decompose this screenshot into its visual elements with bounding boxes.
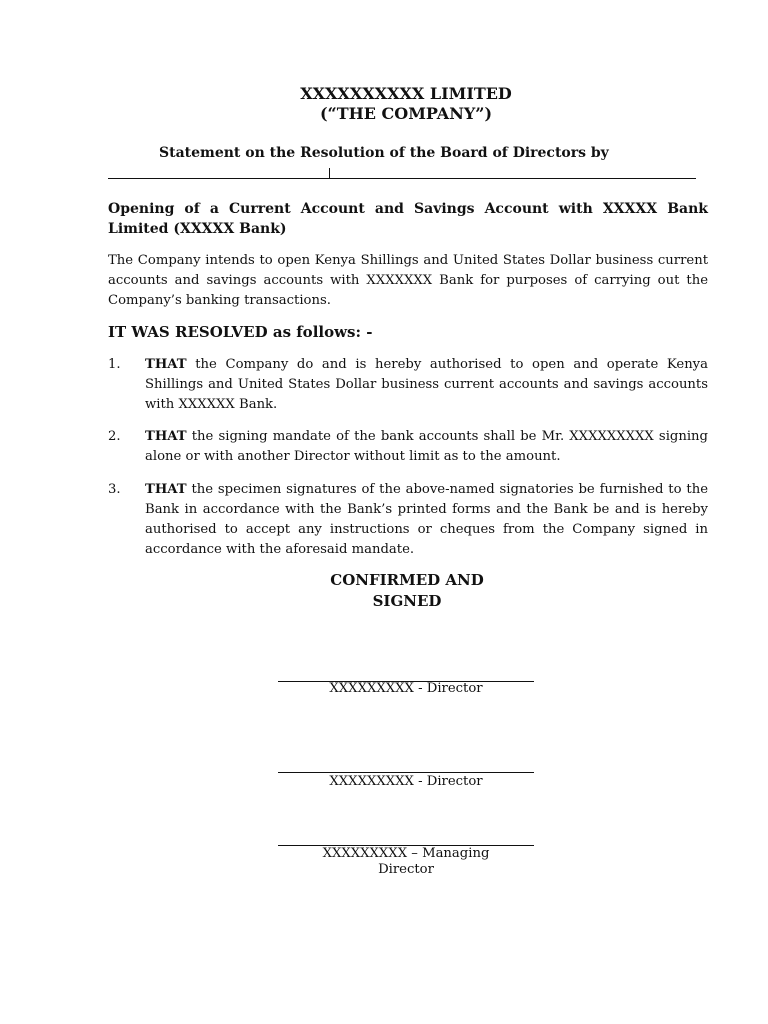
signatory-name: XXXXXXXXX - Director xyxy=(329,774,483,789)
resolution-text: the signing mandate of the bank accounts shall be Mr. XXXXXXXXX signing alone or with another Director without limit as to the amount. xyxy=(145,429,708,464)
resolution-lead: THAT xyxy=(145,482,187,497)
resolution-lead: THAT xyxy=(145,357,187,372)
signature-line xyxy=(278,772,534,773)
signatory-name: XXXXXXXXX - Director xyxy=(329,681,483,696)
resolution-number: 1. xyxy=(108,357,121,372)
resolution-item xyxy=(145,480,708,560)
confirmation-line-2: SIGNED xyxy=(372,592,442,610)
resolution-number: 2. xyxy=(108,429,121,444)
section-heading: Opening of a Current Account and Savings Account with XXXXX Bank Limited (XXXXX Bank) xyxy=(108,201,708,237)
resolution-item xyxy=(145,427,708,467)
company-alias: (“THE COMPANY”) xyxy=(319,104,493,123)
resolution-item xyxy=(145,355,708,415)
intro-paragraph: The Company intends to open Kenya Shillings and United States Dollar business current accounts and savings accounts with XXXXXXX Bank for purposes of carrying out the Company’s banking transactions. xyxy=(108,253,708,308)
resolved-heading: IT WAS RESOLVED as follows: - xyxy=(108,323,373,341)
company-name: XXXXXXXXXX LIMITED xyxy=(300,84,512,103)
fill-in-blank-line xyxy=(108,178,696,179)
signatory-name-line-1: XXXXXXXXX – Managing xyxy=(322,846,490,861)
confirmation-line-1: CONFIRMED AND xyxy=(330,571,484,589)
confirmation-heading xyxy=(280,570,534,612)
signatory-name-line-2: Director xyxy=(378,862,434,877)
statement-title: Statement on the Resolution of the Board of Directors by xyxy=(159,145,609,161)
resolution-number: 3. xyxy=(108,482,121,497)
fill-in-tick xyxy=(329,168,330,178)
resolution-text: the specimen signatures of the above-named signatories be furnished to the Bank in accordance with the Bank’s printed forms and the Bank be and is hereby authorised to accept any instructions or cheques from the Company signed in accordance with the aforesaid mandate. xyxy=(145,482,708,557)
resolution-text: the Company do and is hereby authorised to open and operate Kenya Shillings and United States Dollar business current accounts and savings accounts with XXXXXX Bank. xyxy=(145,357,708,412)
resolution-lead: THAT xyxy=(145,429,187,444)
signatory-name xyxy=(278,846,534,878)
